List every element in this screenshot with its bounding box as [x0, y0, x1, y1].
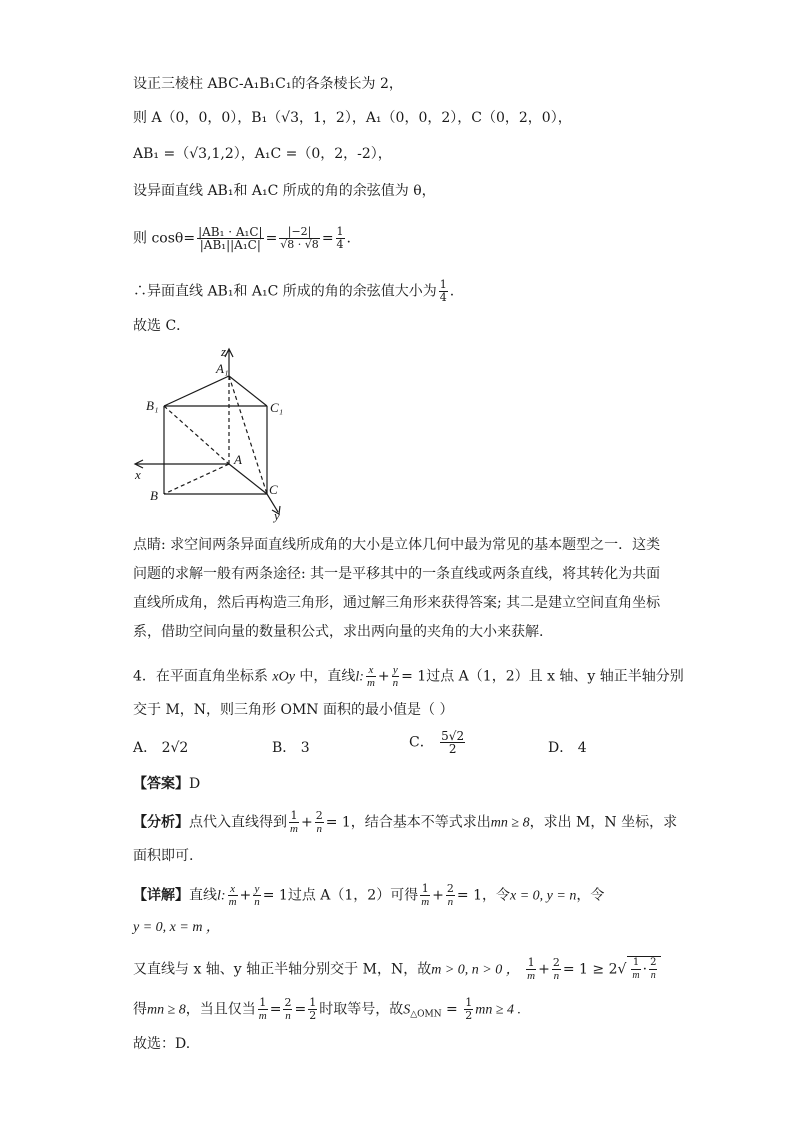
- fraction-result: [336, 226, 345, 251]
- equals-sign: =: [265, 230, 278, 247]
- detail-line-1: 【详解】直线l: $\frac{x}{m}$ + $\frac{y}{n}$ = 1过点 A（1，2）可得 $\frac{1}{m}$ + $\frac{2}{n}$ = 1，令x = 0, y = n，令: [133, 882, 605, 908]
- frac-1-m-2: $\frac{1}{m}$: [421, 882, 430, 908]
- frac-half: $\frac{1}{2}$: [309, 996, 317, 1022]
- detail-d: x = 0, y = n: [510, 888, 577, 904]
- frac-1-m-4: $\frac{1}{m}$: [258, 996, 267, 1022]
- sqrt-sign: √: [617, 961, 627, 978]
- detail-line4-c: ，当且仅当: [185, 1001, 256, 1018]
- fraction-vectors: [197, 226, 263, 251]
- fraction-quarter-den: 4: [439, 291, 447, 304]
- choice-c-label: C．: [409, 734, 434, 751]
- fraction-values: [279, 226, 320, 251]
- choice-a-label: A．: [133, 740, 158, 756]
- sqrt-body: $\frac{1}{m}$ · $\frac{2}{n}$: [627, 956, 661, 982]
- label-y: y: [274, 508, 280, 523]
- edge-a-c: [229, 464, 267, 494]
- choice-d: [548, 738, 587, 758]
- solution-line-6: [133, 279, 454, 304]
- diag-b1-a: [164, 406, 229, 464]
- label-b: B: [150, 488, 158, 503]
- choice-b-value: 3: [300, 740, 310, 756]
- choice-a: [133, 738, 188, 758]
- detail-line3-b: m > 0, n > 0 ，: [431, 962, 520, 978]
- frac-2-n-3: $\frac{2}{n}$: [552, 956, 560, 982]
- detail-line3-c: = 1 ≥ 2: [562, 961, 618, 978]
- period: .: [346, 230, 351, 247]
- q4-xoy: xOy: [272, 669, 295, 685]
- fraction-quarter-num: 1: [439, 278, 447, 291]
- edge-a1-c1: [229, 376, 267, 406]
- solution-line-1: 设正三棱柱 ABC-A₁B₁C₁的各条棱长为 2，: [133, 76, 403, 92]
- frac-y-n: $\frac{y}{n}$: [392, 664, 399, 689]
- answer-tag: 【答案】: [133, 776, 189, 792]
- q4-stem-d: A（1，2）且: [458, 668, 543, 685]
- detail-tag: 【详解】: [133, 887, 189, 904]
- fraction-result-den: 4: [336, 238, 344, 251]
- choice-b-label: B．: [272, 740, 297, 756]
- analysis-b: ，结合基本不等式求出: [350, 814, 491, 831]
- area-symbol: S: [403, 1002, 411, 1018]
- q4-stem-a: 4．在平面直角坐标系: [133, 668, 268, 685]
- detail-e: ，令: [576, 887, 605, 904]
- label-z: z: [221, 344, 227, 359]
- detail-line3-a: 又直线与 x 轴、y 轴正半轴分别交于 M，N，故: [133, 961, 432, 978]
- detail-line4-a: 得: [133, 1001, 147, 1018]
- solution-line-3: AB₁ =（√3,1,2），A₁C =（0，2，-2），: [133, 146, 392, 162]
- q4-stem-line-1: 4．在平面直角坐标系 xOy 中，直线l: $\frac{x}{m}$ + $\frac{y}{n}$ = 1过点 A（1，2）且 x 轴、y 轴正半轴分别: [133, 664, 684, 689]
- choice-c: [409, 730, 467, 755]
- detail-line4-d: 时取等号，故: [319, 1001, 404, 1018]
- analysis-mn: mn ≥ 8: [490, 815, 530, 831]
- detail-line4-e: mn ≥ 4 .: [475, 1002, 522, 1018]
- fraction-values-num: |−2|: [279, 226, 320, 239]
- cos-prefix: 则 cosθ=: [133, 230, 196, 247]
- solution-line-5: 则 cosθ= $\frac{\text{|AB₁ · A₁C|}}{\text{|AB₁||A₁C|}}$ = $\frac{|-2|}{√8 \cdot √8}$ = $\frac{1}{4}$ .: [133, 225, 351, 252]
- label-c: C: [269, 482, 278, 497]
- fraction-quarter: [439, 279, 448, 304]
- choice-c-den: 2: [448, 742, 457, 756]
- area-subscript: △OMN: [410, 1009, 442, 1020]
- analysis-c: ，求出 M，N 坐标，求: [529, 814, 678, 831]
- detail-line4-b: mn ≥ 8: [147, 1002, 186, 1018]
- frac-half-2: $\frac{1}{2}$: [465, 996, 473, 1022]
- q4-stem-line-2: 交于 M，N，则三角形 OMN 面积的最小值是（ ）: [133, 702, 454, 718]
- label-x: x: [135, 467, 141, 482]
- fraction-vectors-den: |AB₁||A₁C|: [199, 238, 261, 252]
- label-a1: A₁: [216, 361, 229, 376]
- edge-b1-a1: [164, 376, 229, 406]
- choice-d-value: 4: [577, 740, 587, 756]
- detail-b: 过点 A（1，2）可得: [287, 887, 419, 904]
- frac-x-m: $\frac{x}{m}$: [366, 664, 375, 689]
- analysis-line-1: 【分析】点代入直线得到 $\frac{1}{m}$ + $\frac{2}{n}$ = 1，结合基本不等式求出mn ≥ 8，求出 M，N 坐标，求: [133, 809, 678, 835]
- conclusion-line: 故选：D.: [133, 1036, 191, 1052]
- detail-line-2: y = 0, x = m ，: [133, 920, 220, 935]
- analysis-line-2: 面积即可.: [133, 848, 194, 864]
- frac-1-m: $\frac{1}{m}$: [290, 809, 298, 835]
- detail-a: 直线: [189, 887, 217, 904]
- label-b1: B₁: [146, 398, 159, 413]
- q4-stem-e: x 轴、y 轴正半轴分别: [547, 668, 684, 685]
- dianjing-paragraph: 点睛: 求空间两条异面直线所成角的大小是立体几何中最为常见的基本题型之一．这类问题的求解一般有两条途径: 其一是平移其中的一条直线或两条直线，将其转化为共面直线所成角，然后再构造三角形，通过解三角形来获得答案; 其二是建立空间直角坐标系，借助空间向量的数量积公式，求出两向量的夹角的大小来获解.: [133, 537, 661, 640]
- analysis-tag: 【分析】: [133, 814, 189, 831]
- fraction-result-num: 1: [336, 225, 344, 238]
- detail-line-3: 又直线与 x 轴、y 轴正半轴分别交于 M，N，故m > 0, n > 0 ， $\frac{1}{m}$ + $\frac{2}{n}$ = 1 ≥ 2√ $\frac{1}{m}$ · $\frac{2}{n}$: [133, 956, 661, 982]
- frac-1-m-3: $\frac{1}{m}$: [527, 956, 536, 982]
- fraction-values-den: √8 · √8: [280, 238, 319, 251]
- conclusion-text: ∴异面直线 AB₁和 A₁C 所成的角的余弦值大小为: [133, 283, 437, 300]
- label-a: A: [234, 452, 242, 467]
- analysis-a: 点代入直线得到: [189, 814, 287, 831]
- solution-line-7: 故选 C．: [133, 318, 191, 334]
- fraction-vectors-num: |AB₁ · A₁C|: [198, 225, 263, 239]
- q4-line-l: l:: [355, 669, 364, 685]
- choice-d-label: D．: [548, 740, 574, 756]
- choice-b: [272, 738, 310, 758]
- q4-stem-c: 过点: [426, 668, 455, 685]
- q4-stem-b: 中，直线: [299, 668, 356, 685]
- prism-figure: [128, 340, 298, 525]
- edge-a-b: [164, 464, 229, 494]
- solution-line-2: 则 A（0，0，0），B₁（√3，1，2），A₁（0，0，2），C（0，2，0），: [133, 110, 572, 126]
- solution-line-4: 设异面直线 AB₁和 A₁C 所成的角的余弦值为 θ，: [133, 183, 436, 199]
- frac-2-n-4: $\frac{2}{n}$: [284, 996, 292, 1022]
- frac-x-m-2: $\frac{x}{m}$: [228, 883, 237, 908]
- detail-line-4: 得mn ≥ 8，当且仅当 $\frac{1}{m}$ = $\frac{2}{n}$ = $\frac{1}{2}$ 时取等号，故$S_{\triangle OMN}$ = $\frac{1}{2}$ mn ≥ 4 .: [133, 996, 522, 1022]
- frac-2-n-2: $\frac{2}{n}$: [446, 882, 454, 908]
- choice-a-value: 2√2: [161, 740, 189, 756]
- detail-c: ，令: [482, 887, 510, 904]
- answer-line: [133, 774, 200, 794]
- frac-y-n-2: $\frac{y}{n}$: [254, 883, 260, 908]
- diag-a1-c: [229, 376, 267, 494]
- label-c1: C₁: [270, 400, 284, 415]
- period: .: [449, 283, 455, 300]
- frac-2-n: $\frac{2}{n}$: [315, 809, 323, 835]
- answer-value: D: [189, 776, 201, 792]
- choice-c-fraction: [440, 730, 465, 755]
- choice-c-num: 5√2: [441, 729, 465, 743]
